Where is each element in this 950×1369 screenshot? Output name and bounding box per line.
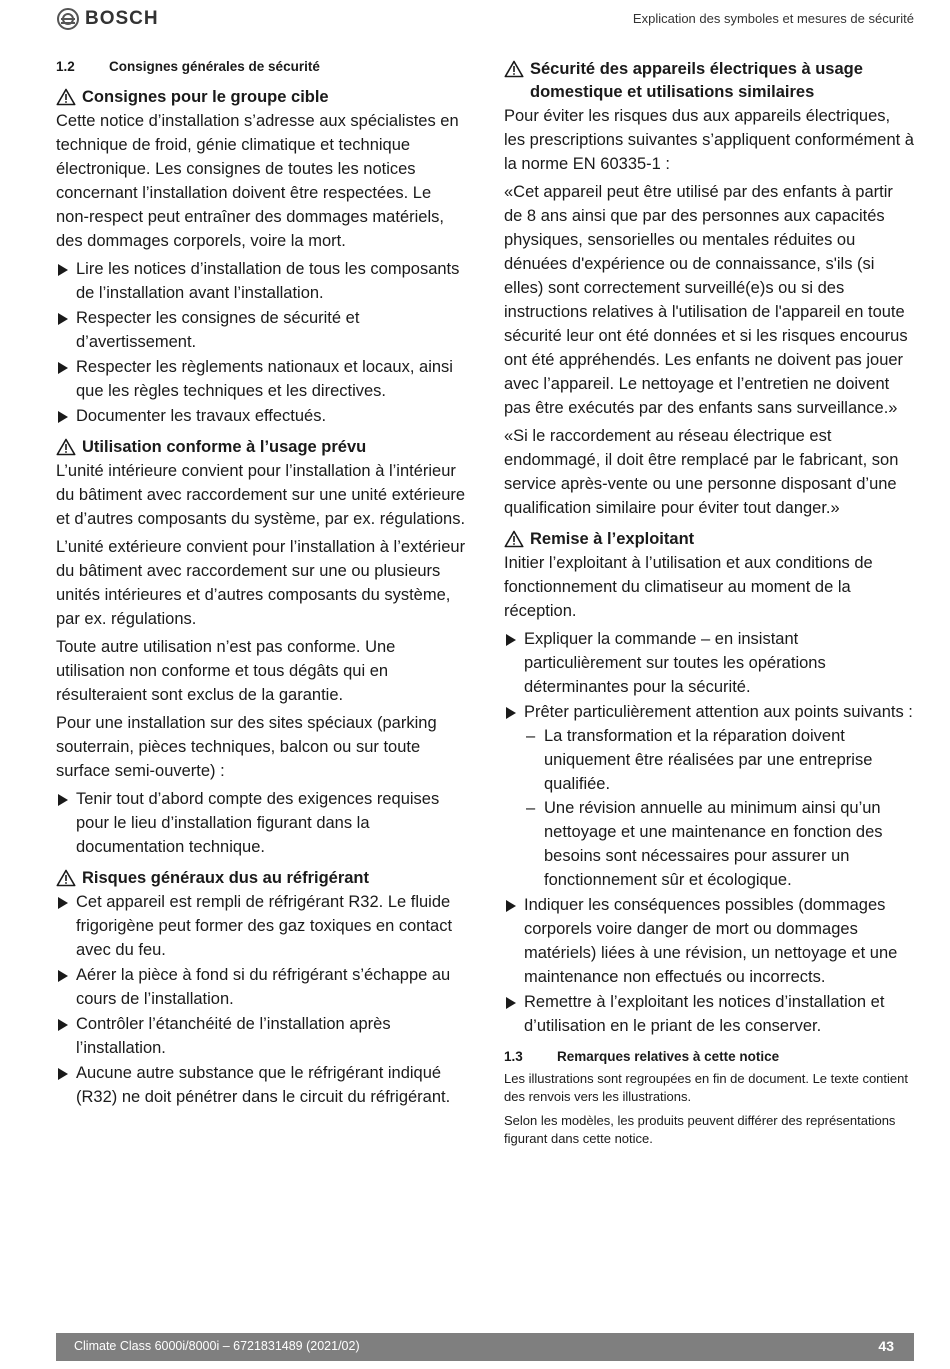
paragraph: L’unité intérieure convient pour l’installation à l’intérieur du bâtiment avec raccordement sur une unité extérieure et d’autres composants du système, par ex. régulations. [56, 462, 466, 528]
section-number: 1.2 [56, 59, 75, 74]
dash-item: – Une révision annuelle au minimum ainsi qu’un nettoyage et une maintenance en fonction des besoins sont nécessaires pour assurer un fonctionnement sûr et écologique. [524, 796, 914, 892]
paragraph: «Cet appareil peut être utilisé par des enfants à partir de 8 ans ainsi que par des personnes aux capacités physiques, sensorielles ou mentales réduites ou dénuées d'expérience ou de connaissance, s'ils (si elles) sont correctement surveillé(e)s ou si des instructions relatives à l'utilisation de l'appareil en toute sécurité leur ont été données et si les risques encourus ont été appréhendés. Les enfants ne doivent pas jouer avec l’appareil. Le nettoyage et l’entretien ne doivent pas être exécutés par des enfants sans surveillance.» [504, 183, 908, 417]
subheading-target-group: Consignes pour le groupe cible [56, 86, 466, 109]
paragraph: Initier l’exploitant à l’utilisation et aux conditions de fonctionnement du climatiseur au moment de la réception. [504, 554, 873, 620]
page-header [0, 0, 950, 40]
paragraph: Cette notice d’installation s’adresse aux spécialistes en technique de froid, génie climatique et technique électronique. Les consignes de toutes les notices concernant l’installation doivent être respectées. Le non-respect peut entraîner des dommages matériels, des dommages corporels, voire la mort. [56, 112, 459, 250]
list-item-text: Prêter particulièrement attention aux points suivants : [524, 703, 913, 721]
list-item [504, 700, 914, 892]
subheading-handover: Remise à l’exploitant [504, 528, 914, 551]
instruction-list [56, 787, 466, 859]
bosch-armature-icon [57, 8, 79, 30]
section-heading-1-2 [56, 58, 466, 76]
page-number: 43 [878, 1338, 894, 1354]
section-number: 1.3 [504, 1049, 523, 1064]
section-title: Consignes générales de sécurité [109, 59, 320, 74]
dash-list [524, 724, 914, 892]
list-item: Aérer la pièce à fond si du réfrigérant s’échappe au cours de l’installation. [56, 963, 466, 1011]
subheading-electrical-safety: Sécurité des appareils électriques à usage domestique et utilisations similaires [504, 58, 914, 104]
list-item: Respecter les consignes de sécurité et d’avertissement. [56, 306, 466, 354]
warning-triangle-icon [504, 60, 524, 78]
paragraph: L’unité extérieure convient pour l’installation à l’extérieur du bâtiment avec raccordement sur une ou plusieurs unités intérieures et d’autres composants du système, par ex. régulations. [56, 538, 466, 628]
list-item: Aucune autre substance que le réfrigérant indiqué (R32) ne doit pénétrer dans le circuit du réfrigérant. [56, 1061, 466, 1109]
list-item: Remettre à l’exploitant les notices d’installation et d’utilisation en le priant de les conserver. [504, 990, 914, 1038]
list-item: Cet appareil est rempli de réfrigérant R32. Le fluide frigorigène peut former des gaz toxiques en contact avec du feu. [56, 890, 466, 962]
paragraph: Pour une installation sur des sites spéciaux (parking souterrain, pièces techniques, balcon ou sur toute surface semi-ouverte) : [56, 714, 437, 780]
list-item: Documenter les travaux effectués. [56, 404, 466, 428]
brand-name: BOSCH [85, 8, 159, 29]
subheading-intended-use: Utilisation conforme à l’usage prévu [56, 436, 466, 459]
list-item: Respecter les règlements nationaux et locaux, ainsi que les règles techniques et les directives. [56, 355, 466, 403]
dash-item: – La transformation et la réparation doivent uniquement être réalisées par une entreprise qualifiée. [524, 724, 914, 796]
header-title: Explication des symboles et mesures de sécurité [632, 11, 914, 26]
warning-triangle-icon [504, 530, 524, 548]
section-heading-1-3 [504, 1048, 914, 1066]
footer-document-reference: Climate Class 6000i/8000i – 6721831489 (2021/02) [74, 1339, 360, 1353]
subheading-refrigerant-risks: Risques généraux dus au réfrigérant [56, 867, 466, 890]
warning-triangle-icon [56, 88, 76, 106]
list-item: Lire les notices d’installation de tous les composants de l’installation avant l’installation. [56, 257, 466, 305]
warning-triangle-icon [56, 869, 76, 887]
instruction-list [56, 890, 466, 1109]
paragraph: «Si le raccordement au réseau électrique est endommagé, il doit être remplacé par le fabricant, son service après-vente ou une personne disposant d’une qualification similaire pour éviter tout danger.» [504, 427, 899, 517]
section-title: Remarques relatives à cette notice [557, 1049, 780, 1064]
paragraph: Pour éviter les risques dus aux appareils électriques, les prescriptions suivantes s’appliquent conformément à la norme EN 60335-1 : [504, 107, 914, 173]
list-item: Tenir tout d’abord compte des exigences requises pour le lieu d’installation figurant dans la documentation technique. [56, 787, 466, 859]
warning-triangle-icon [56, 438, 76, 456]
instruction-list [56, 257, 466, 428]
paragraph: Toute autre utilisation n’est pas conforme. Une utilisation non conforme et tous dégâts qui en résulteraient sont exclus de la garantie. [56, 638, 396, 704]
note-paragraph: Selon les modèles, les produits peuvent différer des représentations figurant dans cette notice. [504, 1113, 896, 1146]
left-column [56, 58, 466, 1113]
note-paragraph: Les illustrations sont regroupées en fin de document. Le texte contient des renvois vers les illustrations. [504, 1071, 908, 1104]
page-footer [56, 1333, 914, 1361]
list-item: Expliquer la commande – en insistant particulièrement sur toutes les opérations déterminantes pour la sécurité. [504, 627, 914, 699]
right-column [504, 58, 914, 1154]
list-item: Indiquer les conséquences possibles (dommages corporels voire danger de mort ou dommages matériels) liées à une révision, un nettoyage et une maintenance non effectués ou incorrects. [504, 893, 914, 989]
list-item: Contrôler l’étanchéité de l’installation après l’installation. [56, 1012, 466, 1060]
brand-logo [57, 8, 159, 30]
instruction-list [504, 627, 914, 1038]
